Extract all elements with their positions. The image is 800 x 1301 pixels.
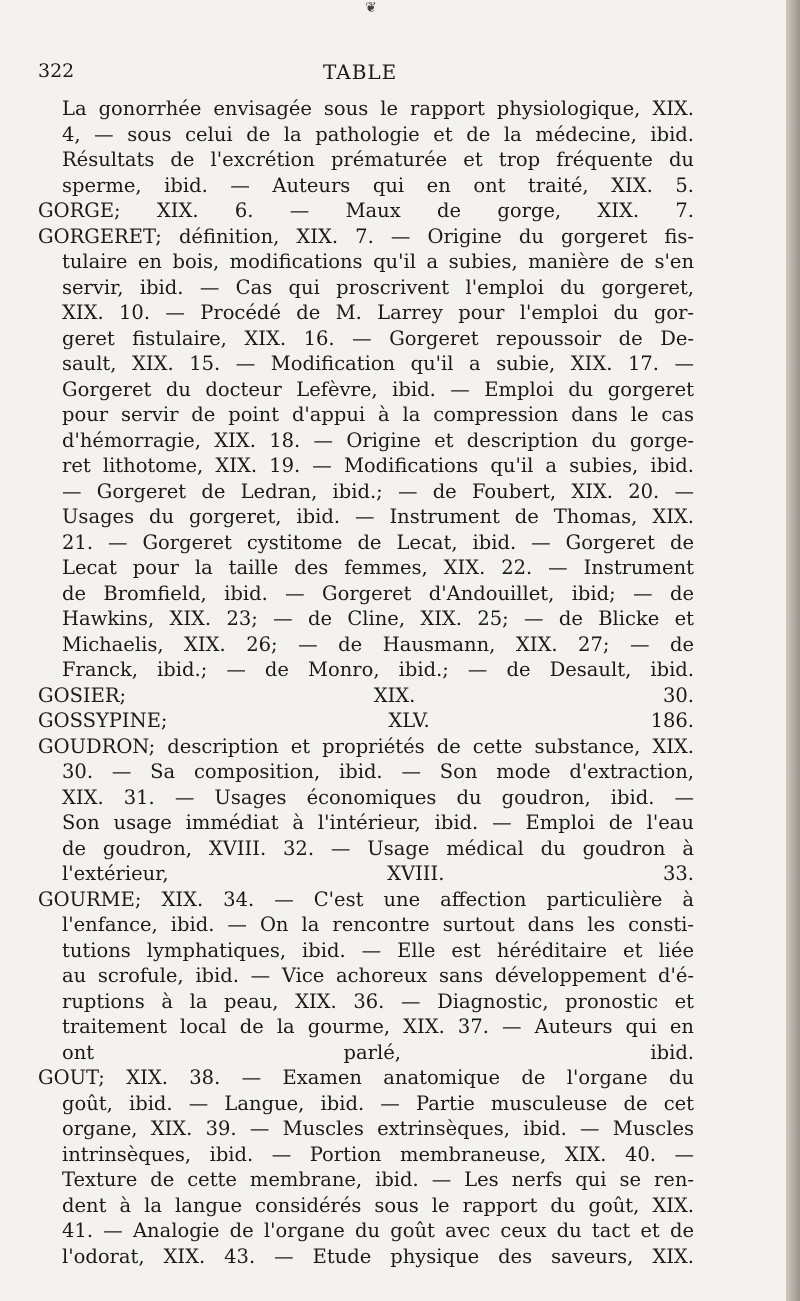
index-line: Michaelis, XIX. 26; — de Hausmann, XIX. 27; — de <box>62 632 694 656</box>
index-line: l'enfance, ibid. — On la rencontre surtout dans les consti- <box>62 913 694 936</box>
index-line: sperme, ibid. — Auteurs qui en ont traité, XIX. 5. <box>62 173 694 197</box>
index-line: l'odorat, XIX. 43. — Etude physique des saveurs, XIX. <box>62 1244 694 1268</box>
index-line: Résultats de l'excrétion prématurée et trop fréquente du <box>62 148 694 171</box>
index-text-block <box>38 96 694 1269</box>
index-line: sault, XIX. 15. — Modification qu'il a subie, XIX. 17. — <box>62 352 694 375</box>
index-line: Gorgeret du docteur Lefèvre, ibid. — Emploi du gorgeret <box>62 377 694 401</box>
index-entry-line: GOUDRON; description et propriétés de cette substance, XIX. <box>38 734 694 758</box>
index-line: organe, XIX. 39. — Muscles extrinsèques, ibid. — Muscles <box>62 1117 694 1140</box>
index-line: 4, — sous celui de la pathologie et de la médecine, ibid. <box>62 122 694 146</box>
index-line: — Gorgeret de Ledran, ibid.; — de Foubert, XIX. 20. — <box>62 479 694 503</box>
index-entry-line: GOURME; XIX. 34. — C'est une affection particulière à <box>38 887 694 911</box>
index-line: Texture de cette membrane, ibid. — Les nerfs qui se ren- <box>62 1168 694 1191</box>
index-line: ont parlé, ibid. <box>62 1040 694 1064</box>
index-line: tulaire en bois, modifications qu'il a subies, manière de s'en <box>62 250 694 273</box>
index-line: de goudron, XVIII. 32. — Usage médical du goudron à <box>62 836 694 860</box>
index-line: Hawkins, XIX. 23; — de Cline, XIX. 25; — de Blicke et <box>62 607 694 630</box>
index-line: traitement local de la gourme, XIX. 37. — Auteurs qui en <box>62 1015 694 1038</box>
index-entry-line: GOSSYPINE; XLV. 186. <box>38 709 694 732</box>
index-line: Son usage immédiat à l'intérieur, ibid. — Emploi de l'eau <box>62 811 694 834</box>
ornament-icon: ❦ <box>365 0 377 16</box>
index-line: tutions lymphatiques, ibid. — Elle est héréditaire et liée <box>62 938 694 962</box>
index-entry-line: GOSIER; XIX. 30. <box>38 683 694 707</box>
index-line: Lecat pour la taille des femmes, XIX. 22. — Instrument <box>62 556 694 579</box>
index-line: servir, ibid. — Cas qui proscrivent l'emploi du gorgeret, <box>62 275 694 299</box>
index-line: goût, ibid. — Langue, ibid. — Partie musculeuse de cet <box>62 1091 694 1115</box>
index-line: au scrofule, ibid. — Vice achoreux sans développement d'é- <box>62 964 694 987</box>
index-line: XIX. 31. — Usages économiques du goudron, ibid. — <box>62 785 694 809</box>
page-header <box>38 60 698 88</box>
index-line: d'hémorragie, XIX. 18. — Origine et description du gorge- <box>62 428 694 452</box>
index-line: geret fistulaire, XIX. 16. — Gorgeret repoussoir de De- <box>62 326 694 350</box>
index-line: 30. — Sa composition, ibid. — Son mode d'extraction, <box>62 760 694 783</box>
index-line: intrinsèques, ibid. — Portion membraneuse, XIX. 40. — <box>62 1142 694 1166</box>
index-line: La gonorrhée envisagée sous le rapport physiologique, XIX. <box>62 97 694 120</box>
index-line: dent à la langue considérés sous le rapport du goût, XIX. <box>62 1193 694 1217</box>
page-number: 322 <box>38 60 75 82</box>
index-entry-line: GOUT; XIX. 38. — Examen anatomique de l'organe du <box>38 1066 694 1089</box>
index-line: 21. — Gorgeret cystitome de Lecat, ibid. — Gorgeret de <box>62 530 694 554</box>
index-line: pour servir de point d'appui à la compression dans le cas <box>62 403 694 426</box>
index-line: de Bromfield, ibid. — Gorgeret d'Andouillet, ibid; — de <box>62 581 694 605</box>
index-line: ruptions à la peau, XIX. 36. — Diagnostic, pronostic et <box>62 989 694 1013</box>
index-line: 41. — Analogie de l'organe du goût avec ceux du tact et de <box>62 1219 694 1242</box>
index-line: XIX. 10. — Procédé de M. Larrey pour l'emploi du gor- <box>62 301 694 324</box>
index-entry-line: GORGERET; définition, XIX. 7. — Origine du gorgeret fis- <box>38 224 694 248</box>
index-line: l'extérieur, XVIII. 33. <box>62 862 694 885</box>
index-entry-line: GORGE; XIX. 6. — Maux de gorge, XIX. 7. <box>38 199 694 222</box>
index-line: Usages du gorgeret, ibid. — Instrument de Thomas, XIX. <box>62 505 694 528</box>
running-title: TABLE <box>323 60 398 84</box>
index-line: Franck, ibid.; — de Monro, ibid.; — de Desault, ibid. <box>62 658 694 681</box>
index-line: ret lithotome, XIX. 19. — Modifications qu'il a subies, ibid. <box>62 454 694 477</box>
